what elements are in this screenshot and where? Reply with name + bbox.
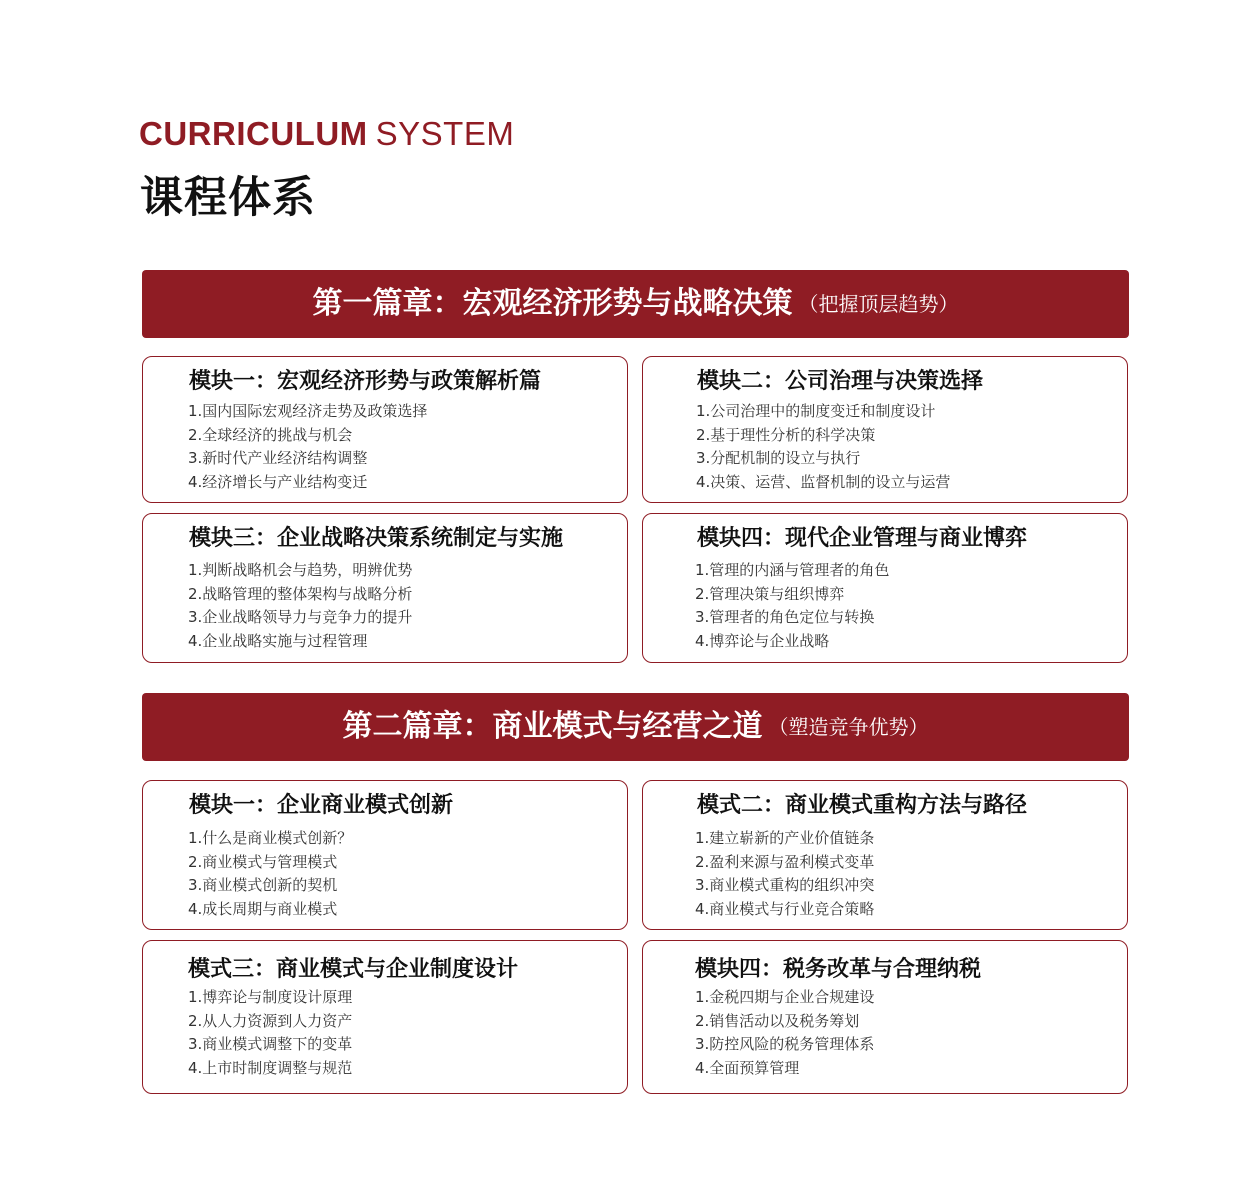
module-item-list <box>188 559 412 653</box>
chapter-2-title: 第二篇章：商业模式与经营之道 <box>342 709 763 744</box>
module-item: 4.决策、运营、监督机制的设立与运营 <box>696 472 951 491</box>
heading-english-bold: CURRICULUM <box>139 115 368 152</box>
module-item: 2.战略管理的整体架构与战略分析 <box>188 584 413 603</box>
module-item: 2.基于理性分析的科学决策 <box>696 425 876 444</box>
module-item: 3.企业战略领导力与竞争力的提升 <box>188 608 413 626</box>
chapter-1-subtitle: （把握顶层趋势） <box>798 292 959 316</box>
module-item: 3.商业模式重构的组织冲突 <box>695 876 875 894</box>
module-item: 4.上市时制度调整与规范 <box>188 1058 353 1077</box>
module-item: 4.全面预算管理 <box>695 1058 800 1077</box>
module-title: 模块四：税务改革与合理纳税 <box>695 957 982 982</box>
module-item-list <box>188 400 427 494</box>
chapter-2-module-2-card <box>642 780 1128 930</box>
module-item-list <box>696 400 950 494</box>
module-item: 3.商业模式创新的契机 <box>188 876 338 894</box>
module-title: 模式三：商业模式与企业制度设计 <box>188 957 519 982</box>
chapter-1-module-4-card <box>642 513 1128 663</box>
module-item: 3.防控风险的税务管理体系 <box>695 1035 875 1053</box>
module-item: 1.博弈论与制度设计原理 <box>188 988 353 1006</box>
chapter-2-module-4-card <box>642 940 1128 1094</box>
module-item: 4.企业战略实施与过程管理 <box>188 631 368 650</box>
module-title: 模块一：宏观经济形势与政策解析篇 <box>189 369 542 394</box>
module-item: 2.管理决策与组织博弈 <box>695 584 845 603</box>
module-item: 3.管理者的角色定位与转换 <box>695 608 875 626</box>
module-title: 模式二：商业模式重构方法与路径 <box>697 793 1028 818</box>
module-item-list <box>695 559 889 653</box>
module-item: 3.分配机制的设立与执行 <box>696 449 861 467</box>
module-item: 4.博弈论与企业战略 <box>695 631 830 650</box>
module-item: 2.销售活动以及税务筹划 <box>695 1011 860 1030</box>
module-item: 1.判断战略机会与趋势，明辨优势 <box>188 561 413 579</box>
module-title: 模块二：公司治理与决策选择 <box>697 369 984 394</box>
chapter-2-module-3-card <box>142 940 628 1094</box>
module-title: 模块三：企业战略决策系统制定与实施 <box>189 526 564 551</box>
module-item-list <box>188 986 352 1080</box>
module-title: 模块一：企业商业模式创新 <box>189 793 454 818</box>
module-item: 2.盈利来源与盈利模式变革 <box>695 852 875 871</box>
module-item: 4.商业模式与行业竞合策略 <box>695 899 875 918</box>
heading-english <box>139 114 514 154</box>
module-item: 2.商业模式与管理模式 <box>188 852 338 871</box>
chapter-1-module-2-card <box>642 356 1128 503</box>
module-item-list <box>695 986 874 1080</box>
module-item-list <box>188 827 352 921</box>
module-title: 模块四：现代企业管理与商业博弈 <box>697 526 1028 551</box>
module-item-list <box>695 827 874 921</box>
module-item: 4.经济增长与产业结构变迁 <box>188 472 368 491</box>
module-item: 1.建立崭新的产业价值链条 <box>695 829 875 847</box>
chapter-2-module-1-card <box>142 780 628 930</box>
module-item: 2.从人力资源到人力资产 <box>188 1011 353 1030</box>
chapter-2-subtitle: （塑造竞争优势） <box>768 715 929 739</box>
module-item: 3.商业模式调整下的变革 <box>188 1035 353 1053</box>
chapter-1-module-1-card <box>142 356 628 503</box>
module-item: 1.国内国际宏观经济走势及政策选择 <box>188 402 428 420</box>
module-item: 4.成长周期与商业模式 <box>188 899 338 918</box>
chapter-1-module-3-card <box>142 513 628 663</box>
module-item: 1.金税四期与企业合规建设 <box>695 988 875 1006</box>
chapter-1-banner <box>142 270 1129 338</box>
module-item: 1.什么是商业模式创新？ <box>188 829 353 847</box>
page-title: 课程体系 <box>140 173 316 223</box>
chapter-1-title: 第一篇章：宏观经济形势与战略决策 <box>312 286 793 321</box>
chapter-2-banner <box>142 693 1129 761</box>
module-item: 1.公司治理中的制度变迁和制度设计 <box>696 402 936 420</box>
module-item: 2.全球经济的挑战与机会 <box>188 425 353 444</box>
heading-english-light: SYSTEM <box>375 115 515 152</box>
module-item: 1.管理的内涵与管理者的角色 <box>695 561 890 579</box>
module-item: 3.新时代产业经济结构调整 <box>188 449 368 467</box>
